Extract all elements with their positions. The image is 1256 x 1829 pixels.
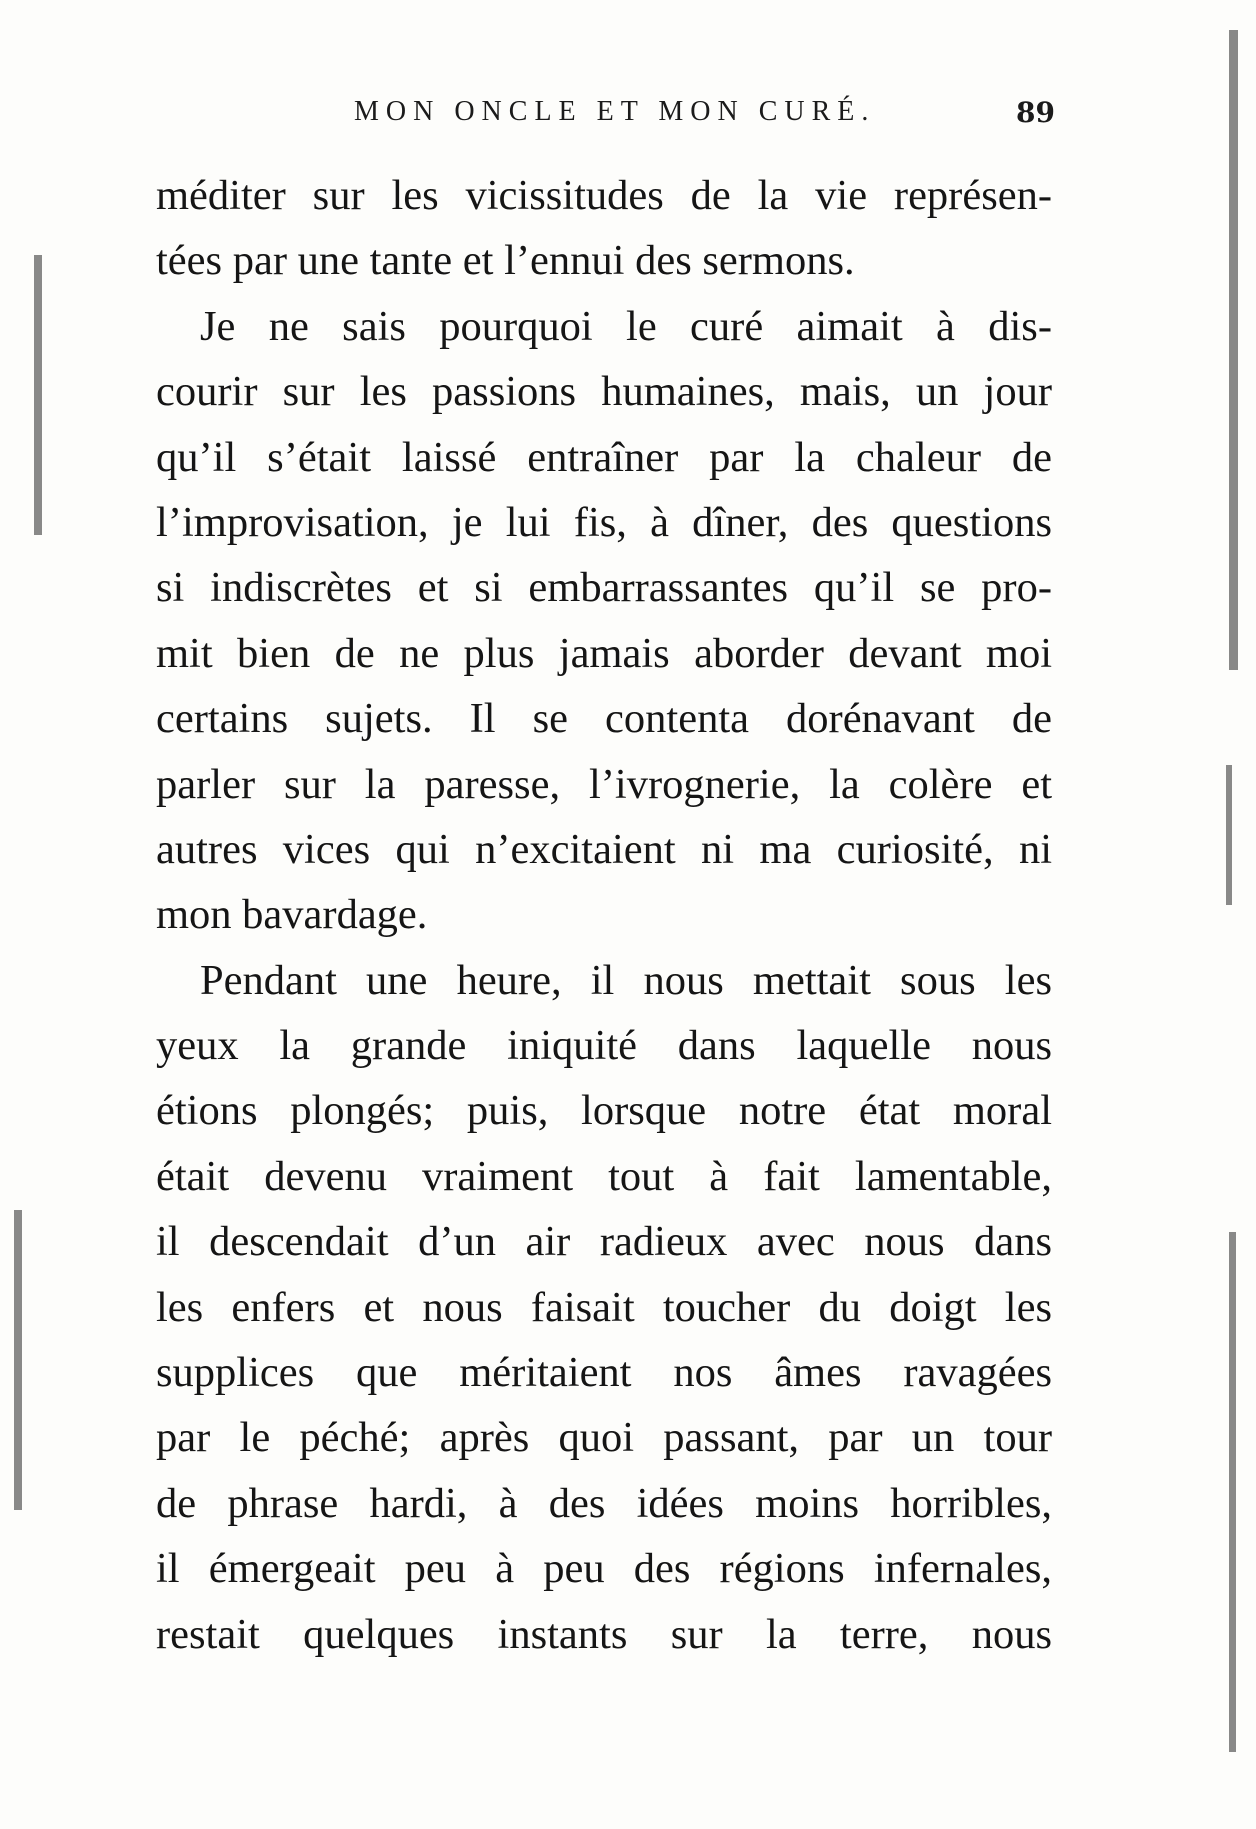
scan-edge-shadow-right-middle (1226, 765, 1232, 905)
text-line: autres vices qui n’excitaient ni ma curiosité, ni (156, 825, 1052, 873)
text-line: yeux la grande iniquité dans laquelle nous (156, 1022, 1052, 1070)
text-line: il descendait d’un air radieux avec nous dans (156, 1218, 1052, 1266)
body-text (156, 163, 1052, 1667)
running-title: MON ONCLE ET MON CURÉ. (354, 96, 876, 127)
scan-edge-shadow-left-top (34, 255, 42, 535)
page-header (150, 96, 1055, 146)
page-number: 89 (1016, 96, 1055, 129)
text-line: l’improvisation, je lui fis, à dîner, des questions (156, 498, 1052, 546)
text-line: si indiscrètes et si embarrassantes qu’il se pro- (156, 564, 1052, 612)
text-line: par le péché; après quoi passant, par un tour (156, 1414, 1052, 1462)
text-line: qu’il s’était laissé entraîner par la chaleur de (156, 433, 1052, 481)
text-line: étions plongés; puis, lorsque notre état moral (156, 1087, 1052, 1135)
text-line: Pendant une heure, il nous mettait sous les (200, 956, 1052, 1004)
scan-edge-shadow-left-bottom (14, 1210, 22, 1510)
text-line: mon bavardage. (156, 891, 428, 939)
text-line: mit bien de ne plus jamais aborder devant moi (156, 629, 1052, 677)
text-line: courir sur les passions humaines, mais, un jour (156, 368, 1052, 416)
text-line: Je ne sais pourquoi le curé aimait à dis- (200, 302, 1052, 350)
text-line: restait quelques instants sur la terre, nous (156, 1610, 1052, 1658)
text-line: supplices que méritaient nos âmes ravagées (156, 1349, 1052, 1397)
scan-edge-shadow-right-bottom (1229, 1232, 1236, 1752)
scan-edge-shadow-right-top (1229, 30, 1238, 670)
text-line: parler sur la paresse, l’ivrognerie, la colère et (156, 760, 1052, 808)
text-line: il émergeait peu à peu des régions infernales, (156, 1545, 1052, 1593)
text-line: tées par une tante et l’ennui des sermons. (156, 237, 855, 285)
text-line: de phrase hardi, à des idées moins horribles, (156, 1479, 1052, 1527)
text-line: méditer sur les vicissitudes de la vie représen- (156, 172, 1052, 219)
text-line: certains sujets. Il se contenta dorénavant de (156, 695, 1052, 743)
text-line: était devenu vraiment tout à fait lamentable, (156, 1152, 1052, 1200)
text-line: les enfers et nous faisait toucher du doigt les (156, 1283, 1052, 1331)
